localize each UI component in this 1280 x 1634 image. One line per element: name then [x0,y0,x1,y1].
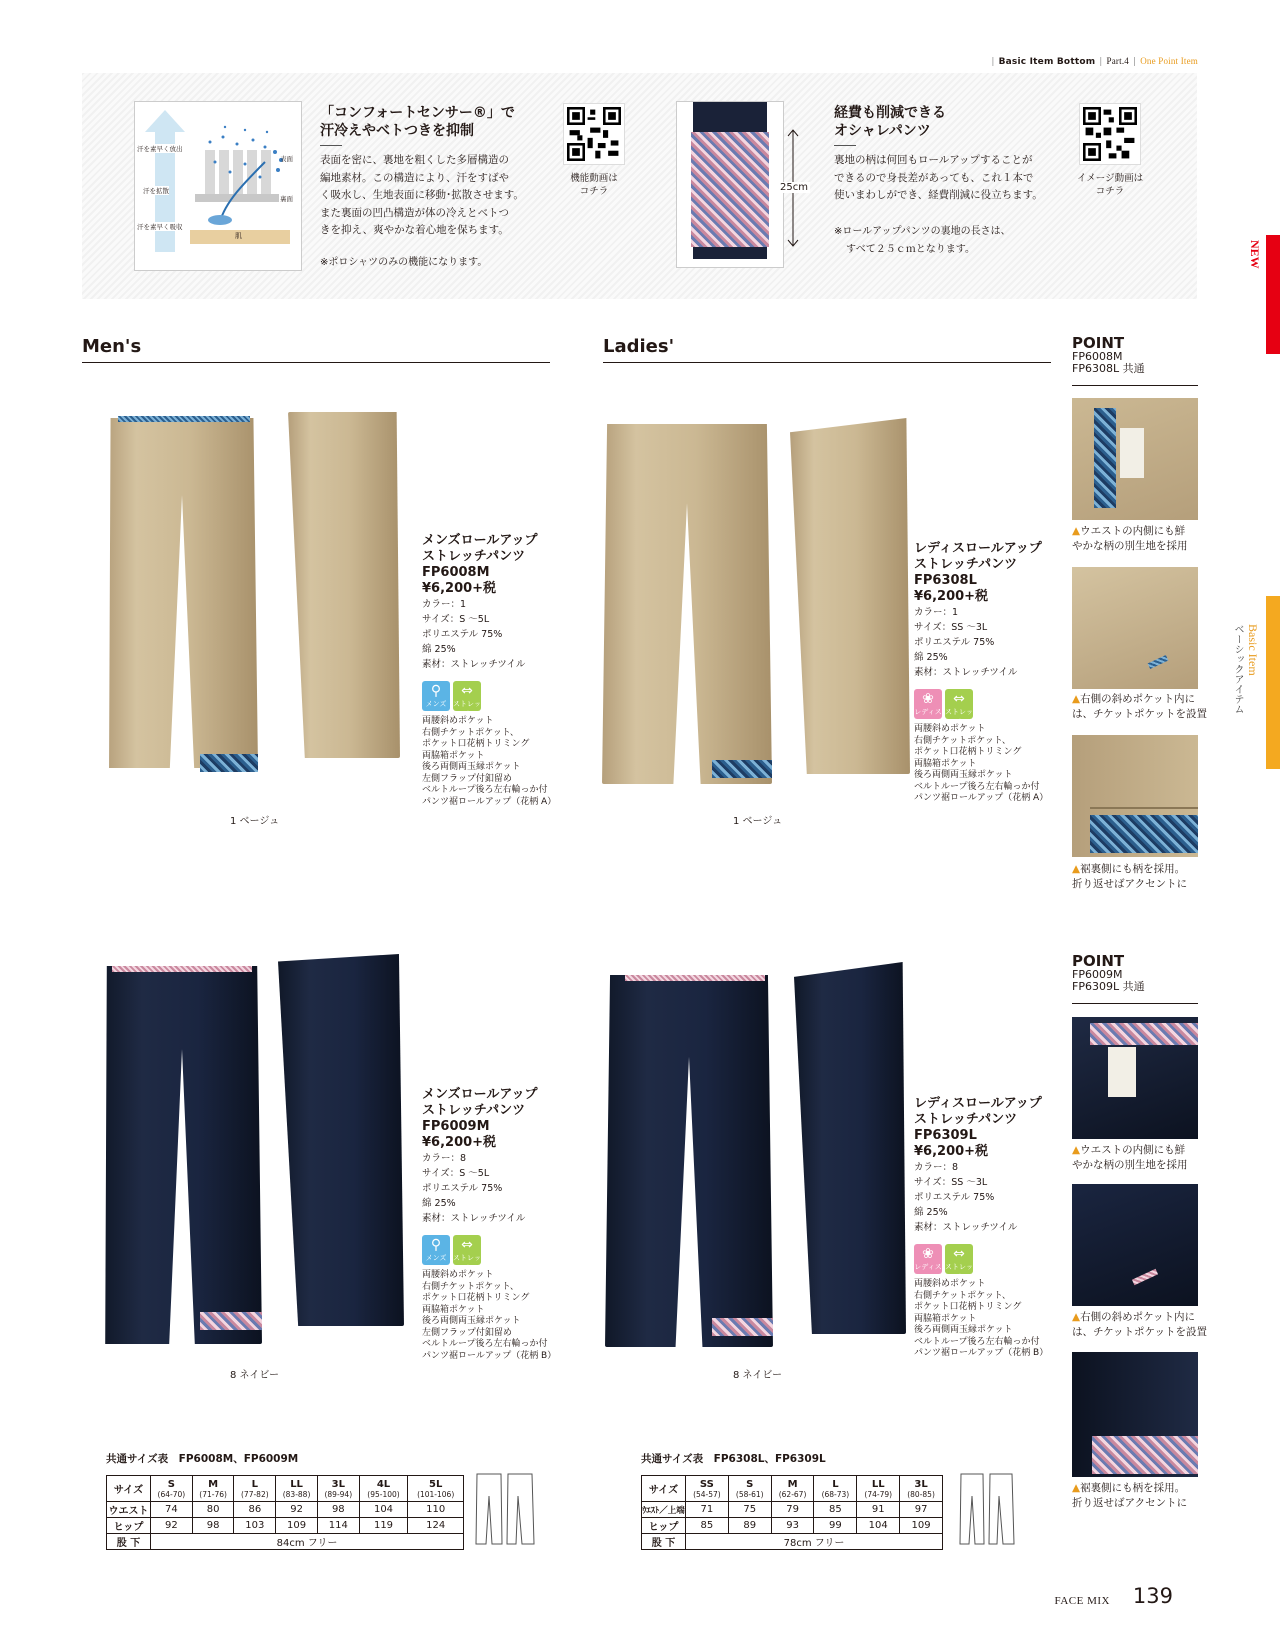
floral-cuff [712,1318,773,1336]
pocket-trim [1132,1269,1158,1285]
point-caption: ▲右側の斜めポケット内に は、チケットポケットを設置 [1072,693,1208,720]
size-code: 3L [331,1478,345,1490]
pants-side-fp6009m [278,954,404,1326]
table-cell: 92 [151,1518,193,1534]
floral-lining [1090,1023,1198,1045]
product-price: ¥6,200+税 [422,1135,497,1150]
size-code: 3L [914,1478,928,1490]
caption-text: 右側の斜めポケット内に [1080,693,1196,705]
icon-label: ストレッチ [453,1254,481,1272]
point-waist-photo [1072,398,1198,520]
feature-item: 両脇箱ポケット [422,1304,485,1315]
rollup-description [834,152,1043,205]
text-line: できるので身長差があっても、これ１本で [834,171,1034,184]
table-row [642,1534,943,1550]
text-line: く吸水し、生地表面に移動･拡散させます。 [320,189,524,201]
point-caption: ▲ウエストの内側にも鮮 やかな柄の別生地を採用 [1072,525,1188,552]
comfort-sensor-diagram [134,101,302,271]
row-label: 股 下 [642,1534,686,1550]
point-caption: ▲裾裏側にも柄を採用。 折り返せばアクセントに [1072,1482,1188,1509]
table-cell: 104 [359,1502,408,1518]
ladies-heading-rule [603,362,1051,363]
size-code: L [832,1478,839,1490]
ladies-icon: ❀ レディス [914,689,942,719]
feature-item: パンツ裾ロールアップ（花柄 A） [914,793,1049,803]
mens-icon: ⚲ メンズ [422,681,450,711]
feature-item: 両脇箱ポケット [914,758,977,769]
stretch-icon: ⇔ ストレッチ [453,1237,481,1272]
icon-label: ストレッチ [453,700,481,718]
qr-code-image-video[interactable] [1079,103,1141,165]
diagram-label-absorb: 汗を素早く吸収 [137,223,183,231]
qr-icon [567,107,621,161]
table-cell: 124 [408,1518,464,1534]
size-range: (62-67) [778,1489,807,1499]
floral-cuff [1090,815,1198,853]
size-range: (74-79) [864,1489,893,1499]
qr1-label-line2: コチラ [579,186,609,197]
text-line: きを抑え、爽やかな着心地を保ちます。 [320,224,509,236]
feature-item: ポケット口花柄トリミング [422,739,530,749]
point-caption: ▲ウエストの内側にも鮮 やかな柄の別生地を採用 [1072,1144,1188,1171]
table-cell: 78cm フリー [686,1534,943,1550]
spec-fabric: 素材：ストレッチツイル [422,1213,526,1224]
feature-item: 両腰斜めポケット [422,1270,494,1280]
brand-footer: FACE MIX [1054,1595,1110,1607]
comfort-description [320,152,524,240]
feature-item: ベルトループ後ろ左右輪っか付 [422,785,548,795]
pant-hem [693,247,767,259]
size-range: (54-57) [693,1489,721,1499]
size-range: (83-88) [282,1489,311,1499]
pocket-trim [1148,655,1169,669]
table-cell: 110 [408,1502,464,1518]
size-range: (95-100) [367,1489,400,1499]
diagram-label-back: 裏面 [280,195,293,203]
spec-material: 綿 25% [914,652,948,663]
product-name-line1: レディスロールアップ [914,541,1042,556]
feature-item: 左側フラップ付釦留め [422,773,512,784]
size-range: (77-82) [241,1489,269,1499]
page-number: 139 [1132,1584,1173,1608]
floral-cuff [1092,1436,1198,1474]
pants-front-fp6009m [102,966,262,1344]
caption-text: は、チケットポケットを設置 [1072,708,1208,720]
table-cell: 75 [728,1502,771,1518]
table-row [642,1476,943,1502]
feature-item: ベルトループ後ろ左右輪っか付 [914,781,1040,792]
hem-line [1090,807,1198,809]
size-cell [317,1476,359,1502]
text-line: また裏面の凹凸構造が体の冷えとベトつ [320,206,509,219]
stretch-icon: ⇔ ストレッチ [945,691,973,726]
table-cell: 89 [728,1518,771,1534]
pocket-lining [1108,1047,1136,1097]
size-code: M [208,1478,219,1490]
point-title: POINT [1072,334,1125,352]
size-cell [151,1476,193,1502]
size-range: (58-61) [735,1489,764,1499]
size-cell [359,1476,408,1502]
mens-heading-rule [82,362,550,363]
caption-text: 折り返せばアクセントに [1072,878,1188,890]
qr2-label [1069,172,1151,198]
divider [834,145,856,146]
icon-label: メンズ [425,1254,447,1262]
caption-text: 折り返せばアクセントに [1072,1497,1188,1509]
feature-item: パンツ裾ロールアップ（花柄 A） [422,796,557,807]
rollup-title-line2: オシャレパンツ [834,123,931,139]
mens-size-table-title: 共通サイズ表 FP6008M、FP6009M [106,1453,299,1465]
size-code: L [251,1478,259,1490]
feature-item: 両脇箱ポケット [914,1313,977,1324]
product-code: FP6009M [422,1119,490,1134]
feature-item: パンツ裾ロールアップ（花柄 B） [914,1348,1049,1358]
spec-fabric: 素材：ストレッチツイル [422,659,526,670]
table-cell: 85 [686,1518,729,1534]
product-name-line1: レディスロールアップ [914,1096,1042,1111]
table-row [107,1518,464,1534]
table-cell: 84cm フリー [151,1534,464,1550]
table-cell: 109 [276,1518,318,1534]
pants-front-fp6008m [106,418,258,768]
floral-cuff [200,754,258,772]
ladies-size-table [641,1475,943,1550]
pants-diagram-icon [958,1472,1016,1546]
spec-color: カラー：1 [422,599,467,610]
caption-text: 右側の斜めポケット内に [1080,1311,1196,1323]
point-pocket-photo [1072,1184,1198,1306]
comfort-note: ※ポロシャツのみの機能になります。 [320,257,488,268]
size-range: (101-106) [417,1489,455,1499]
spec-fabric: 素材：ストレッチツイル [914,1222,1018,1233]
feature-item: 両腰斜めポケット [422,716,494,726]
note-line1: ※ロールアップパンツの裏地の長さは、 [834,226,1011,237]
caption-text: ウエストの内側にも鮮 [1080,1144,1186,1156]
spec-color: カラー：8 [422,1153,467,1164]
qr-icon [1083,107,1137,161]
qr2-label-line2: コチラ [1095,186,1125,197]
header-breadcrumb: | Basic Item Bottom | Part.4 | One Point Item [991,56,1198,67]
point-caption: ▲右側の斜めポケット内に は、チケットポケットを設置 [1072,1311,1208,1338]
row-label: ヒップ [107,1518,151,1534]
spec-size: サイズ：SS ～3L [914,1177,988,1188]
product-code: FP6008M [422,565,490,580]
table-cell: 97 [900,1502,943,1518]
breadcrumb-part2: Part.4 [1106,56,1129,66]
point-waist-photo [1072,1017,1198,1139]
comfort-title [320,104,515,140]
ladies-icon: ❀ レディス [914,1244,942,1274]
icon-label: レディス [914,708,942,716]
product-name-line1: メンズロールアップ [422,533,538,548]
row-label: ｳｴｽﾄ／上端 [642,1502,686,1518]
rollup-title [834,104,946,140]
size-cell [728,1476,771,1502]
spec-color: カラー：8 [914,1162,959,1173]
table-cell: 71 [686,1502,729,1518]
size-code: M [787,1478,798,1490]
size-cell [686,1476,729,1502]
caption-text: ウエストの内側にも鮮 [1080,525,1186,537]
spec-size: サイズ：S ～5L [422,1168,490,1179]
size-range: (71-76) [199,1489,227,1499]
ladies-heading: Ladies' [603,336,675,357]
size-code: SS [699,1478,714,1490]
feature-item: ベルトループ後ろ左右輪っか付 [914,1336,1040,1347]
feature-item: 左側フラップ付釦留め [422,1327,512,1338]
color-label: 1 ベージュ [733,816,783,827]
size-range: (80-85) [907,1489,935,1499]
row-label: 股 下 [107,1534,151,1550]
table-row [642,1502,943,1518]
point-fp6008m-header [1072,335,1145,375]
comfort-title-line1: 「コンフォートセンサー®」で [320,105,515,121]
size-code: LL [290,1478,303,1490]
icon-label: ストレッチ [945,708,973,726]
icon-label: メンズ [425,700,447,708]
feature-item: 後ろ両側両玉縁ポケット [422,762,521,772]
product-price: ¥6,200+税 [914,589,989,604]
table-row [107,1534,464,1550]
size-code: 4L [376,1478,391,1490]
feature-item: 後ろ両側両玉縁ポケット [914,770,1013,780]
text-line: 編地素材。この構造により、汗をすばや [320,171,509,184]
caption-text: 裾裏側にも柄を採用。 [1080,1482,1186,1494]
point-fp6009m-header [1072,953,1145,993]
table-cell: 98 [317,1502,359,1518]
table-header-size: サイズ [642,1476,686,1502]
product-name-line2: ストレッチパンツ [914,1112,1018,1127]
point-code-shared: FP6309L 共通 [1072,980,1145,993]
spec-material: ポリエステル 75% [914,637,995,648]
feature-item: ポケット口花柄トリミング [914,747,1022,757]
rollup-note [834,223,1011,258]
product-name-line2: ストレッチパンツ [914,557,1018,572]
pants-diagram-icon [474,1472,536,1546]
size-cell [192,1476,234,1502]
divider [320,145,342,146]
table-cell: 85 [814,1502,857,1518]
diagram-label-spread: 汗を拡散 [143,187,169,195]
spec-material: ポリエステル 75% [422,629,503,640]
qr2-label-line1: イメージ動画は [1076,173,1144,184]
breadcrumb-part3: One Point Item [1140,56,1198,66]
table-row [107,1502,464,1518]
spec-size: サイズ：SS ～3L [914,622,988,633]
rollup-illustration [676,101,784,268]
size-range: (68-73) [821,1489,850,1499]
spec-color: カラー：1 [914,607,959,618]
pants-side-fp6309l [794,962,906,1334]
product-price: ¥6,200+税 [914,1144,989,1159]
floral-cuff [200,1312,262,1330]
point-pocket-photo [1072,567,1198,689]
stretch-icon: ⇔ ストレッチ [453,683,481,718]
text-line: 裏地の柄は何回もロールアップすることが [834,154,1033,166]
product-name-line2: ストレッチパンツ [422,1103,526,1118]
point-caption: ▲裾裏側にも柄を採用。 折り返せばアクセントに [1072,863,1188,890]
size-cell [408,1476,464,1502]
size-cell [900,1476,943,1502]
breadcrumb-part1: Basic Item Bottom [998,57,1096,67]
diagram-label-skin: 肌 [235,232,242,240]
feature-item: 後ろ両側両玉縁ポケット [422,1316,521,1326]
table-cell: 114 [317,1518,359,1534]
product-name-line1: メンズロールアップ [422,1087,538,1102]
caption-text: やかな柄の別生地を採用 [1072,1159,1188,1171]
color-label: 8 ネイビー [230,1370,279,1381]
point-hem-photo [1072,1352,1198,1477]
pant-leg [693,102,767,132]
feature-item: ポケット口花柄トリミング [422,1293,530,1303]
diagram-label-release: 汗を素早く放出 [137,145,183,153]
spec-size: サイズ：S ～5L [422,614,490,625]
basic-item-tab [1266,596,1280,769]
feature-item: 両腰斜めポケット [914,1279,986,1289]
point-code: FP6009M [1072,968,1123,981]
table-cell: 86 [234,1502,276,1518]
feature-item: 両腰斜めポケット [914,724,986,734]
table-row [107,1476,464,1502]
product-fp6009m-info [422,1087,556,1362]
feature-item: 右側チケットポケット、 [914,735,1011,746]
table-cell: 93 [771,1518,814,1534]
table-cell: 103 [234,1518,276,1534]
size-cell [234,1476,276,1502]
note-line2: すべて２５ｃｍとなります。 [846,243,975,255]
caption-text: やかな柄の別生地を採用 [1072,540,1188,552]
row-label: ヒップ [642,1518,686,1534]
product-name-line2: ストレッチパンツ [422,549,526,564]
table-cell: 80 [192,1502,234,1518]
table-cell: 109 [900,1518,943,1534]
waistband-trim [112,966,252,972]
comfort-title-line2: 汗冷えやベトつきを抑制 [320,123,474,139]
floral-lining [691,132,769,247]
feature-item: 両脇箱ポケット [422,750,485,761]
qr-code-function-video[interactable] [563,103,625,165]
size-range: (64-70) [157,1489,186,1499]
product-fp6008m-info [422,533,556,808]
size-cell [771,1476,814,1502]
feature-item: ポケット口花柄トリミング [914,1302,1022,1312]
mens-size-table [106,1475,464,1550]
measure-label: 25cm [780,182,808,193]
size-range: (89-94) [324,1489,353,1499]
spec-material: ポリエステル 75% [422,1183,503,1194]
mens-icon: ⚲ メンズ [422,1235,450,1265]
size-cell [814,1476,857,1502]
table-cell: 104 [857,1518,900,1534]
text-line: 表面を密に、裏地を粗くした多層構造の [320,154,509,166]
table-cell: 98 [192,1518,234,1534]
point-rule [1072,1003,1198,1004]
point-hem-photo [1072,735,1198,857]
qr1-label [553,172,635,198]
spec-material: 綿 25% [914,1207,948,1218]
text-line: 使いまわしができ、経費削減に役立ちます。 [834,189,1043,201]
product-fp6308l-info [914,541,1048,805]
feature-item: 右側チケットポケット、 [422,1281,519,1292]
new-tab [1266,235,1280,354]
size-code: S [167,1478,175,1490]
ladies-size-table-title: 共通サイズ表 FP6308L、FP6309L [641,1453,826,1465]
table-row [642,1518,943,1534]
pants-side-fp6008m [288,412,400,758]
pants-front-fp6309l [605,975,773,1347]
color-label: 1 ベージュ [230,816,280,827]
icon-label: レディス [914,1263,942,1271]
spec-material: 綿 25% [422,644,456,655]
feature-item: ベルトループ後ろ左右輪っか付 [422,1339,548,1349]
size-code: LL [871,1478,885,1490]
feature-item: 後ろ両側両玉縁ポケット [914,1325,1013,1335]
qr1-label-line1: 機能動画は [570,173,618,184]
caption-text: 裾裏側にも柄を採用。 [1080,863,1186,875]
table-header-size: サイズ [107,1476,151,1502]
table-cell: 74 [151,1502,193,1518]
feature-item: 右側チケットポケット、 [422,727,519,738]
table-cell: 92 [276,1502,318,1518]
stretch-icon: ⇔ ストレッチ [945,1246,973,1281]
product-price: ¥6,200+税 [422,581,497,596]
diagram-label-front: 表面 [280,155,293,163]
size-code: S [746,1478,754,1490]
table-cell: 79 [771,1502,814,1518]
feature-item: パンツ裾ロールアップ（花柄 B） [422,1350,557,1361]
waistband-trim [625,975,765,981]
product-code: FP6309L [914,1128,977,1143]
basic-item-label: Basic Item [1246,624,1260,676]
waistband-trim [118,416,250,422]
product-fp6309l-info [914,1096,1048,1360]
floral-lining [1094,408,1116,508]
size-code: 5L [429,1478,443,1490]
point-title: POINT [1072,952,1125,970]
table-cell: 119 [359,1518,408,1534]
size-cell [276,1476,318,1502]
size-cell [857,1476,900,1502]
rollup-title-line1: 経費も削減できる [834,105,946,121]
spec-fabric: 素材：ストレッチツイル [914,667,1018,678]
new-label: NEW [1248,240,1262,269]
color-label: 8 ネイビー [733,1370,782,1381]
feature-item: 右側チケットポケット、 [914,1290,1011,1301]
spec-material: ポリエステル 75% [914,1192,995,1203]
product-code: FP6308L [914,573,977,588]
pants-side-fp6308l [790,418,910,774]
point-code-shared: FP6308L 共通 [1072,362,1145,375]
mens-heading: Men's [82,336,142,357]
table-cell: 91 [857,1502,900,1518]
table-cell: 99 [814,1518,857,1534]
spec-material: 綿 25% [422,1198,456,1209]
point-rule [1072,385,1198,386]
pants-front-fp6308l [602,424,772,784]
caption-text: は、チケットポケットを設置 [1072,1326,1208,1338]
point-code: FP6008M [1072,350,1123,363]
basic-item-jp-label: ベーシックアイテム [1232,624,1243,714]
pocket-lining [1120,428,1144,478]
floral-cuff [712,760,772,778]
row-label: ウエスト [107,1502,151,1518]
icon-label: ストレッチ [945,1263,973,1281]
